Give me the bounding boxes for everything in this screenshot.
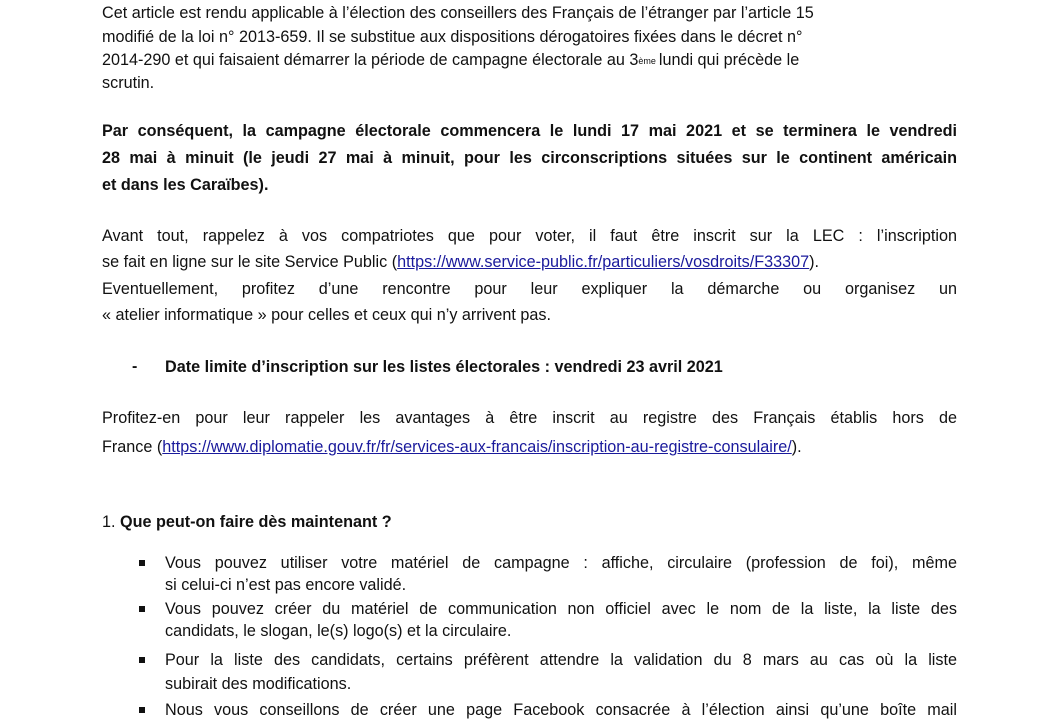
para1-line4: scrutin.	[102, 74, 155, 92]
bullet-3-line1: Pour la liste des candidats, certains préfèrent attendre la validation du 8 mars au cas où la liste	[165, 651, 957, 669]
para5-line2-a: France (	[102, 438, 163, 456]
bullet-3-line2: subirait des modifications.	[165, 675, 352, 693]
para5-line2-b: ).	[791, 438, 802, 456]
diplomatie-link[interactable]: https://www.diplomatie.gouv.fr/fr/services-aux-francais/inscription-au-registre-consulaire/	[162, 438, 792, 456]
para2-line1: Par conséquent, la campagne électorale commencera le lundi 17 mai 2021 et se terminera le vendredi	[102, 122, 957, 140]
para3-line1: Avant tout, rappelez à vos compatriotes que pour voter, il faut être inscrit sur la LEC : l’inscription	[102, 227, 957, 245]
para3-line2-b: ).	[809, 253, 820, 271]
dash-bullet: -	[132, 358, 138, 375]
square-bullet-icon	[139, 657, 145, 663]
para3-line2-a: se fait en ligne sur le site Service Public (	[102, 253, 398, 271]
bullet-1-line1: Vous pouvez utiliser votre matériel de campagne : affiche, circulaire (profession de foi), même	[165, 554, 957, 572]
para1-line3-b: lundi qui précède le	[658, 51, 800, 69]
superscript-eme: ème	[638, 56, 656, 66]
para1-line3	[102, 50, 957, 71]
bullet-1-line2: si celui-ci n’est pas encore validé.	[165, 576, 407, 594]
para2-line3: et dans les Caraïbes).	[102, 176, 269, 194]
bullet-2-line1: Vous pouvez créer du matériel de communication non officiel avec le nom de la liste, la liste des	[165, 600, 957, 618]
bullet-2-line2: candidats, le slogan, le(s) logo(s) et la circulaire.	[165, 622, 512, 640]
para2-line2: 28 mai à minuit (le jeudi 27 mai à minuit, pour les circonscriptions situées sur le continent américain	[102, 149, 957, 167]
section-heading	[102, 512, 957, 532]
bullet-4-line1: Nous vous conseillons de créer une page Facebook consacrée à l’élection ainsi qu’une boîte mail	[165, 701, 957, 719]
section-title: Que peut-on faire dès maintenant ?	[120, 513, 392, 531]
square-bullet-icon	[139, 707, 145, 713]
para1-line3-a: 2014-290 et qui faisaient démarrer la période de campagne électorale au 3	[102, 51, 639, 69]
square-bullet-icon	[139, 560, 145, 566]
para5-line2	[102, 437, 957, 457]
service-public-link[interactable]: https://www.service-public.fr/particuliers/vosdroits/F33307	[397, 253, 810, 271]
deadline-text: Date limite d’inscription sur les listes électorales : vendredi 23 avril 2021	[165, 358, 723, 376]
section-number: 1.	[102, 513, 120, 531]
para1-line2: modifié de la loi n° 2013-659. Il se substitue aux dispositions dérogatoires fixées dans le décret n°	[102, 28, 803, 46]
para3-line4: « atelier informatique » pour celles et ceux qui n’y arrivent pas.	[102, 306, 551, 324]
square-bullet-icon	[139, 606, 145, 612]
para3-line3: Eventuellement, profitez d’une rencontre pour leur expliquer la démarche ou organisez un	[102, 280, 957, 298]
para5-line1: Profitez-en pour leur rappeler les avantages à être inscrit au registre des Français établis hors de	[102, 409, 957, 427]
para3-line2	[102, 252, 957, 272]
para1-line1: Cet article est rendu applicable à l’élection des conseillers des Français de l’étranger par l’article 15	[102, 4, 814, 22]
